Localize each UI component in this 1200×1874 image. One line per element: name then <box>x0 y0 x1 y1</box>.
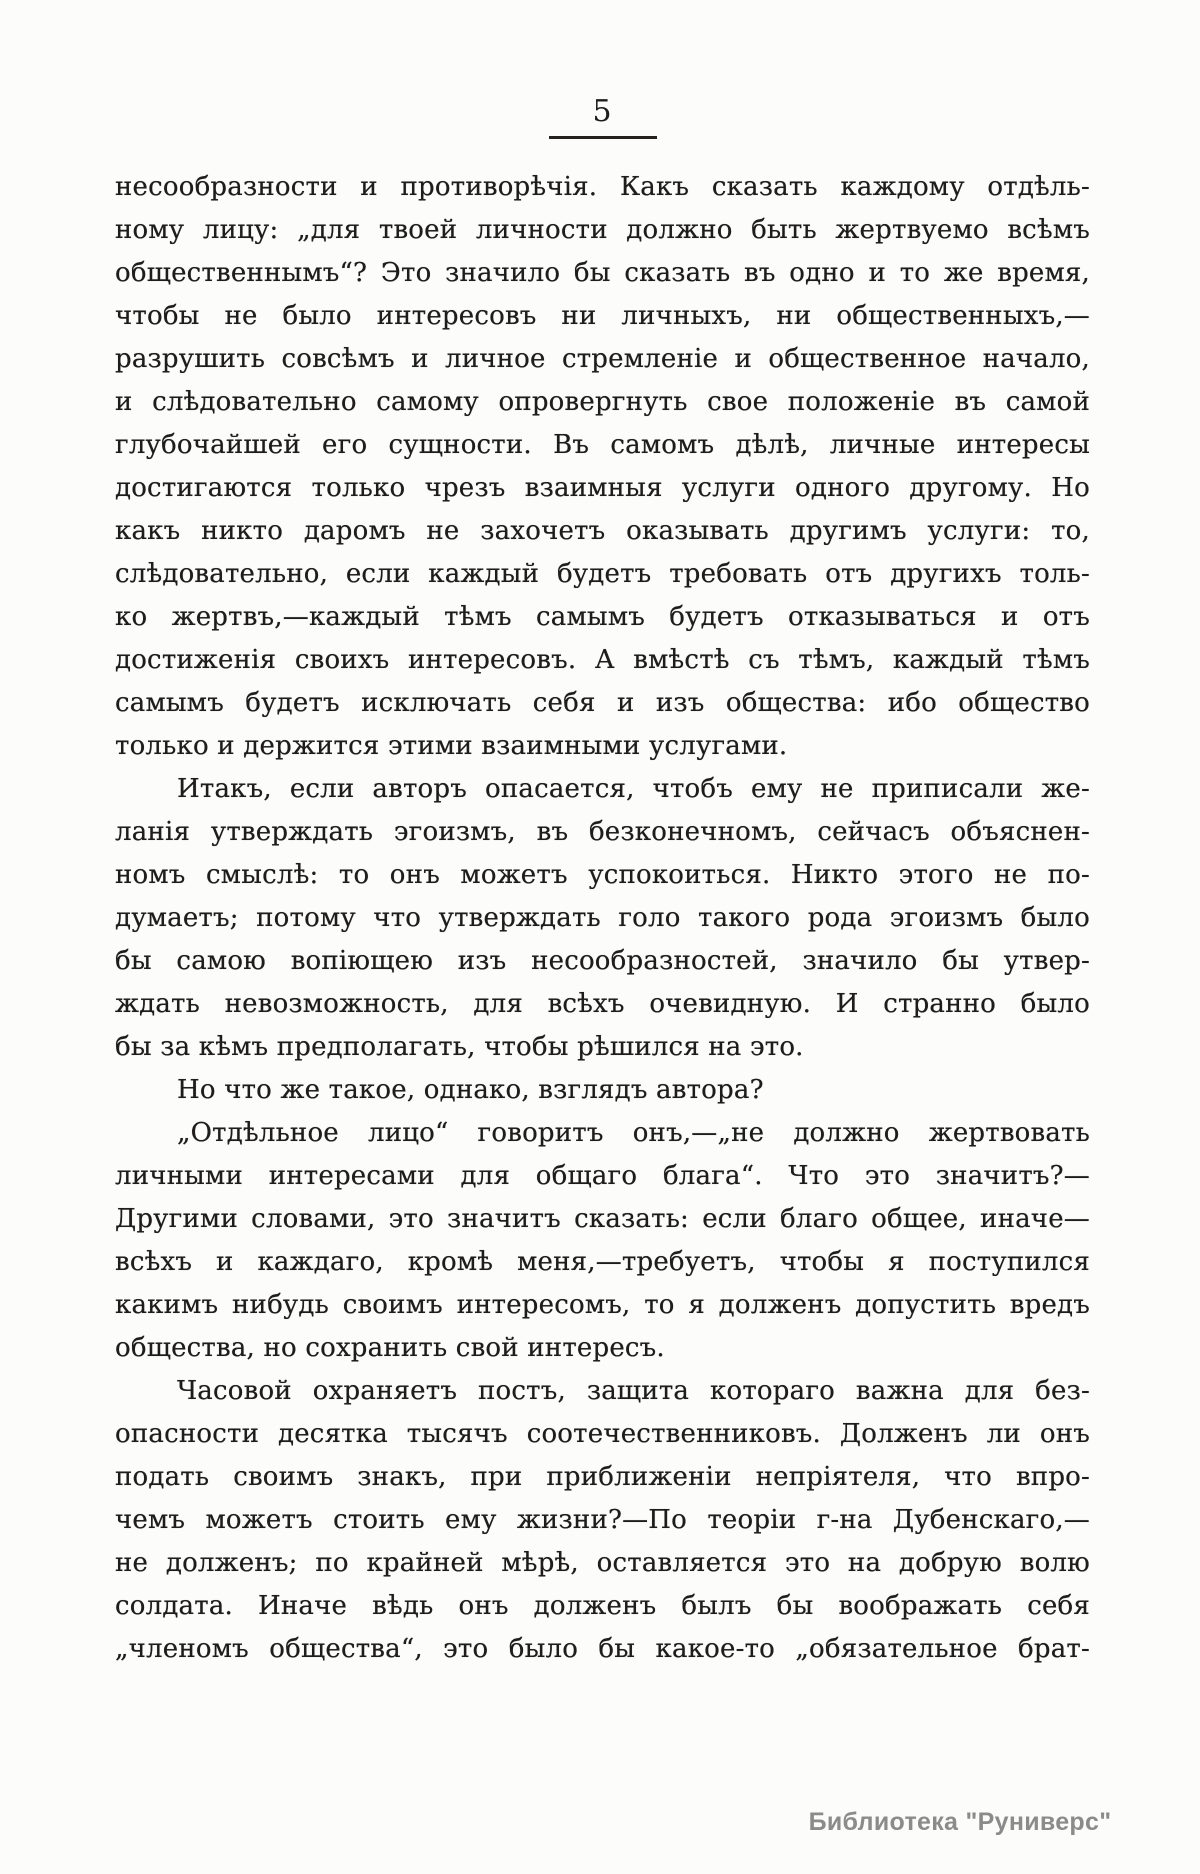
text-line: чтобы не было интересовъ ни личныхъ, ни общественныхъ,— <box>115 301 1090 331</box>
paragraph <box>115 1069 1090 1112</box>
text-line: разрушить совсѣмъ и личное стремленіе и общественное начало, <box>115 344 1090 374</box>
text-line: только и держится этими взаимными услугами. <box>115 731 788 761</box>
text-line: слѣдовательно, если каждый будетъ требовать отъ другихъ толь- <box>115 559 1090 589</box>
text-line: всѣхъ и каждаго, кромѣ меня,—требуетъ, чтобы я поступился <box>115 1247 1090 1277</box>
text-line: ному лицу: „для твоей личности должно быть жертвуемо всѣмъ <box>115 215 1090 245</box>
paragraph <box>115 166 1090 768</box>
text-line: личными интересами для общаго блага“. Что это значитъ?— <box>115 1161 1090 1191</box>
text-block <box>115 166 1090 1671</box>
text-line: какимъ нибудь своимъ интересомъ, то я долженъ допустить вредъ <box>115 1290 1090 1320</box>
text-line: Другими словами, это значитъ сказать: если благо общее, иначе— <box>115 1204 1090 1234</box>
text-line: не долженъ; по крайней мѣрѣ, оставляется это на добрую волю <box>115 1548 1090 1578</box>
text-line: „Отдѣльное лицо“ говоритъ онъ,—„не должно жертвовать <box>177 1118 1090 1148</box>
text-line: самымъ будетъ исключать себя и изъ общества: ибо общество <box>115 688 1090 718</box>
text-line: достигаются только чрезъ взаимныя услуги одного другому. Но <box>115 473 1090 503</box>
text-line: бы за кѣмъ предполагать, чтобы рѣшился на это. <box>115 1032 804 1062</box>
text-line: бы самою вопіющею изъ несообразностей, значило бы утвер- <box>115 946 1090 976</box>
text-line: ко жертвъ,—каждый тѣмъ самымъ будетъ отказываться и отъ <box>115 602 1090 632</box>
page-number: 5 <box>592 94 613 129</box>
text-line: общественнымъ“? Это значило бы сказать въ одно и то же время, <box>115 258 1090 288</box>
text-line: думаетъ; потому что утверждать голо такого рода эгоизмъ было <box>115 903 1090 933</box>
text-line: несообразности и противорѣчія. Какъ сказать каждому отдѣль- <box>115 172 1090 202</box>
page-number-rule <box>549 136 657 139</box>
text-line: достиженія своихъ интересовъ. А вмѣстѣ съ тѣмъ, каждый тѣмъ <box>115 645 1090 675</box>
page-header <box>115 95 1090 139</box>
paragraph <box>115 1370 1090 1671</box>
text-line: подать своимъ знакъ, при приближеніи непріятеля, что впро- <box>115 1462 1090 1492</box>
text-line: номъ смыслѣ: то онъ можетъ успокоиться. Никто этого не по- <box>115 860 1090 890</box>
paragraph <box>115 1112 1090 1370</box>
text-line: какъ никто даромъ не захочетъ оказывать другимъ услуги: то, <box>115 516 1090 546</box>
watermark: Библиотека "Руниверс" <box>808 1808 1112 1836</box>
text-line: глубочайшей его сущности. Въ самомъ дѣлѣ, личные интересы <box>115 430 1090 460</box>
paragraph <box>115 768 1090 1069</box>
text-line: Но что же такое, однако, взглядъ автора? <box>177 1075 764 1105</box>
text-line: чемъ можетъ стоить ему жизни?—По теоріи г-на Дубенскаго,— <box>115 1505 1090 1535</box>
text-line: солдата. Иначе вѣдь онъ долженъ былъ бы воображать себя <box>115 1591 1090 1621</box>
text-line: ждать невозможность, для всѣхъ очевидную. И странно было <box>115 989 1090 1019</box>
text-line: общества, но сохранить свой интересъ. <box>115 1333 665 1363</box>
text-line: Часовой охраняетъ постъ, защита котораго важна для без- <box>177 1376 1090 1406</box>
text-line: ланія утверждать эгоизмъ, въ безконечномъ, сейчасъ объяснен- <box>115 817 1090 847</box>
text-line: Итакъ, если авторъ опасается, чтобъ ему не приписали же- <box>177 774 1090 804</box>
text-line: „членомъ общества“, это было бы какое-то „обязательное брат- <box>115 1634 1090 1664</box>
text-line: и слѣдовательно самому опровергнуть свое положеніе въ самой <box>115 387 1090 417</box>
text-line: опасности десятка тысячъ соотечественниковъ. Долженъ ли онъ <box>115 1419 1090 1449</box>
